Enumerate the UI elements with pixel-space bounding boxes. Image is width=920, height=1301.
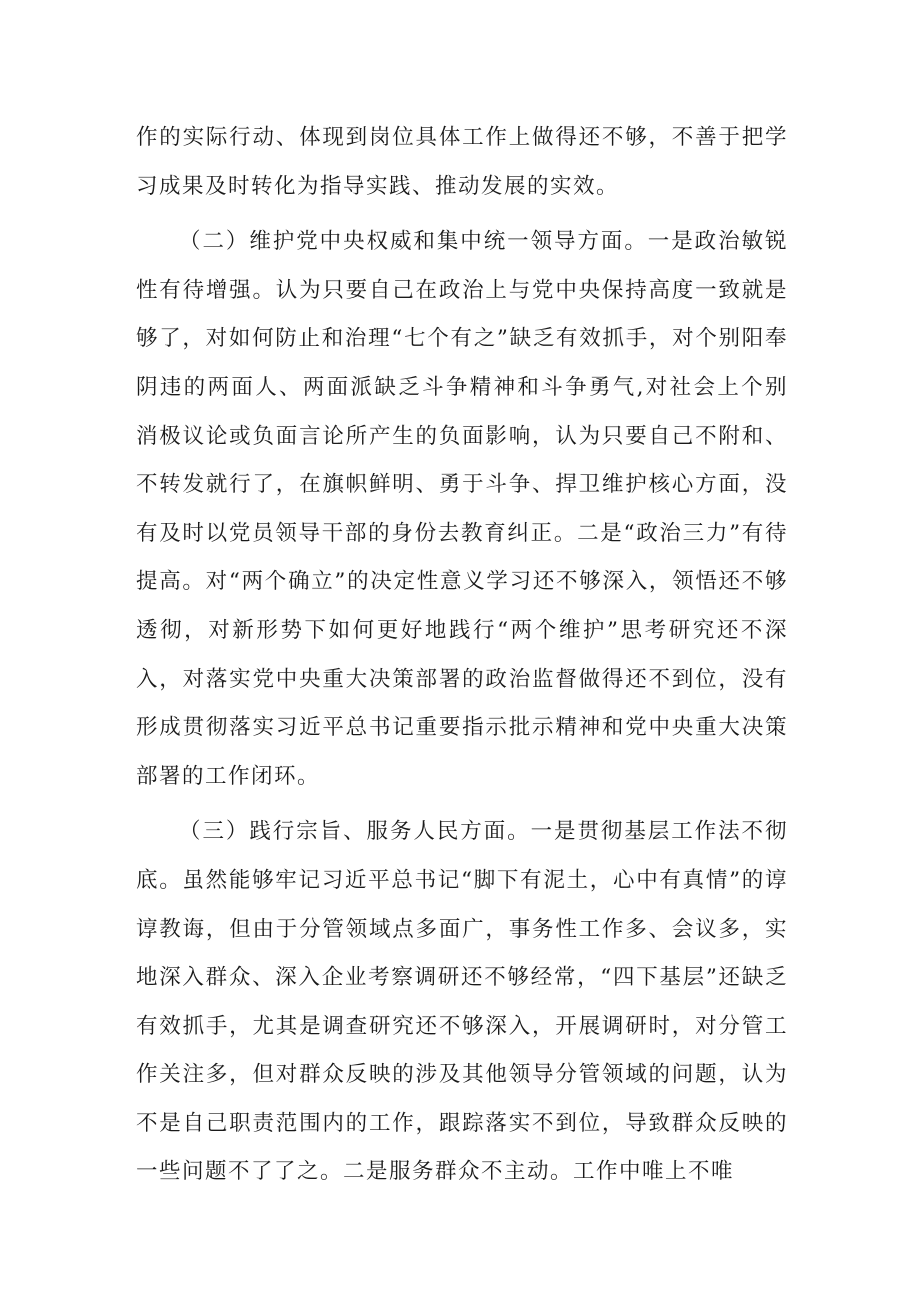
- paragraph-section-two: （二）维护党中央权威和集中统一领导方面。一是政治敏锐性有待增强。认为只要自己在政治上与党中央保持高度一致就是够了，对如何防止和治理“七个有之”缺乏有效抓手，对个别阳奉阴违的两面人、两面派缺乏斗争精神和斗争勇气,对社会上个别消极议论或负面言论所产生的负面影响，认为只要自己不附和、不转发就行了，在旗帜鲜明、勇于斗争、捍卫维护核心方面，没有及时以党员领导干部的身份去教育纠正。二是“政治三力”有待提高。对“两个确立”的决定性意义学习还不够深入，领悟还不够透彻，对新形势下如何更好地践行“两个维护”思考研究还不深入，对落实党中央重大决策部署的政治监督做得还不到位，没有形成贯彻落实习近平总书记重要指示批示精神和党中央重大决策部署的工作闭环。: [136, 229, 788, 789]
- document-body: [136, 114, 788, 1204]
- paragraph-continued: 作的实际行动、体现到岗位具体工作上做得还不够，不善于把学习成果及时转化为指导实践、推动发展的实效。: [136, 125, 788, 199]
- paragraph-section-three: （三）践行宗旨、服务人民方面。一是贯彻基层工作法不彻底。虽然能够牢记习近平总书记“脚下有泥土，心中有真情”的谆谆教诲，但由于分管领域点多面广，事务性工作多、会议多，实地深入群众、深入企业考察调研还不够经常，“四下基层”还缺乏有效抓手，尤其是调查研究还不够深入，开展调研时，对分管工作关注多，但对群众反映的涉及其他领导分管领域的问题，认为不是自己职责范围内的工作，跟踪落实不到位，导致群众反映的一些问题不了了之。二是服务群众不主动。工作中唯上不唯: [136, 819, 788, 1185]
